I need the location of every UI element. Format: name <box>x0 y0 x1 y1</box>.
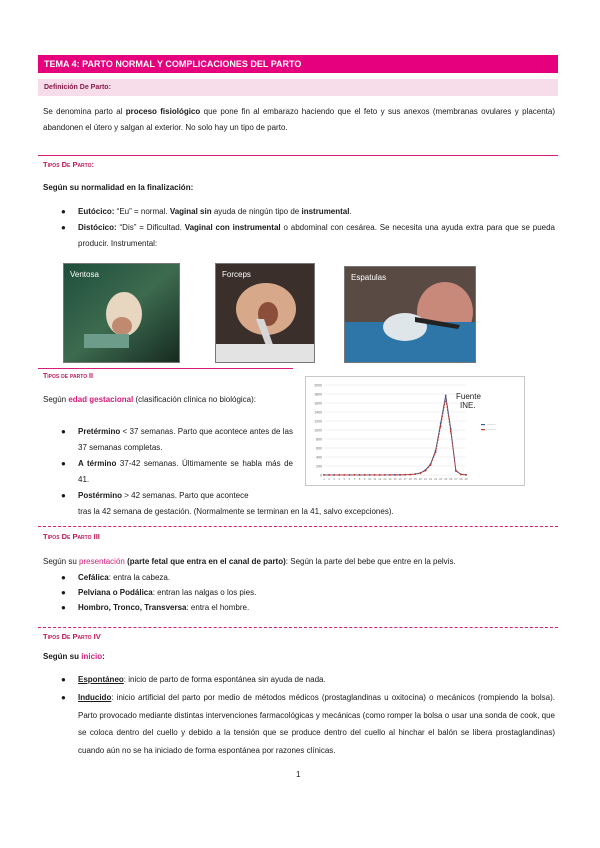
data-point <box>343 474 345 476</box>
y-tick-label: 600 <box>316 446 322 451</box>
x-tick-label: 8 <box>358 477 361 481</box>
term-hombro: Hombro, Tronco, Transversa <box>78 603 187 612</box>
data-point <box>419 472 421 474</box>
y-tick-label: 1200 <box>314 419 322 424</box>
definition-paragraph <box>43 104 555 136</box>
data-point <box>359 474 361 476</box>
definition-text-post: que pone fin al embarazo haciendo que el feto y sus anexos (membranas ovulares y placenta) abandonen el útero y salgan al exterior. No solo hay un tipo de parto. <box>43 107 555 132</box>
keyword-edad-gestacional: edad gestacional <box>68 395 134 404</box>
list-item: ● Pelviana o Podálica: entran las nalgas o los pies. <box>61 588 257 597</box>
x-tick-label: 7 <box>353 477 356 481</box>
data-point <box>409 474 411 476</box>
text: : inicio artificial del parto por medio de métodos médicos (prostaglandinas u oxitocina) o mecánicos (rompiendo la bolsa). Parto provocado mediante distintas intervenciones farmacológicas y mecánicas (como romper la bolsa o usar una sonda de cook, que se coloca dentro del cuello y debido a la tensión que se produce dentro del cuello al hinchar el balón se libera prostaglandinas) cuando aún no se ha iniciado de forma espontánea por razones clínicas. <box>78 693 555 755</box>
x-tick-label: 18 <box>408 477 412 481</box>
term-postermino: Postérmino <box>78 491 123 500</box>
x-tick-label: 5 <box>343 477 346 481</box>
section-divider <box>38 526 558 527</box>
series-line <box>324 399 466 475</box>
x-tick-label: 25 <box>444 477 448 481</box>
y-tick-label: 800 <box>316 437 322 442</box>
x-tick-label: 23 <box>434 477 438 481</box>
text: “Eu” = normal. <box>114 207 170 216</box>
data-point <box>323 474 325 476</box>
section-heading-tipos-parto-iv: Tipos De Parto IV <box>43 632 101 641</box>
legend-swatch <box>481 429 485 430</box>
x-tick-label: 24 <box>439 477 443 481</box>
x-tick-label: 21 <box>423 477 427 481</box>
data-point <box>460 474 462 476</box>
y-tick-label: 1400 <box>314 410 322 415</box>
text: < 37 semanas. Parto que acontece antes de las 37 semanas completas. <box>78 427 293 452</box>
text: : inicio de parto de forma espontánea sin ayuda de nada. <box>123 675 326 684</box>
data-point <box>445 398 447 400</box>
term-espontaneo: Espontáneo <box>78 675 124 684</box>
legend-swatch <box>481 424 485 425</box>
text: > 42 semanas. Parto que acontece <box>122 491 249 500</box>
list-item: ● Hombro, Tronco, Transversa: entra el hombre. <box>61 603 250 612</box>
term-pelviana: Pelviana o Podálica <box>78 588 153 597</box>
list-item: ● Cefálica: entra la cabeza. <box>61 573 171 582</box>
x-tick-label: 12 <box>378 477 382 481</box>
text-bold: Vaginal con instrumental <box>184 223 281 232</box>
data-point <box>364 474 366 476</box>
list-item: ● Eutócico: “Eu” = normal. Vaginal sin ayuda de ningún tipo de instrumental. <box>61 207 352 216</box>
legend-label: ---------- <box>487 423 496 427</box>
x-tick-label: 10 <box>368 477 372 481</box>
x-tick-label: 28 <box>459 477 463 481</box>
x-tick-label: 9 <box>363 477 366 481</box>
photo-espatulas <box>344 266 476 363</box>
postermino-continuation: tras la 42 semana de gestación. (Normalmente se terminan en la 41, salvo excepciones). <box>78 507 394 516</box>
x-tick-label: 17 <box>403 477 407 481</box>
edad-gestacional-intro <box>43 392 293 408</box>
photo-forceps <box>215 263 315 363</box>
photo-label: Espatulas <box>351 273 387 282</box>
definition-text-pre: Se denomina parto al <box>43 107 126 116</box>
x-tick-label: 22 <box>428 477 433 481</box>
text: o abdominal con cesárea. Se necesita una ayuda extra para que se pueda producir. Instrumental: <box>78 223 556 248</box>
keyword-inicio: inicio <box>81 652 103 661</box>
text-bold: instrumental <box>301 207 350 216</box>
presentacion-intro <box>43 554 558 570</box>
section-heading-tipos-parto-iii: Tipos De Parto III <box>43 532 100 541</box>
data-point <box>333 474 335 476</box>
term-cefalica: Cefálica <box>78 573 109 582</box>
x-tick-label: 4 <box>338 477 340 481</box>
y-tick-label: 200 <box>316 464 322 469</box>
data-point <box>384 474 386 476</box>
section-divider <box>38 627 558 628</box>
term-a-termino: A término <box>78 459 117 468</box>
data-point <box>404 474 406 476</box>
data-point <box>338 474 340 476</box>
x-tick-label: 14 <box>388 477 392 481</box>
x-tick-label: 1 <box>323 477 325 481</box>
definition-text-bold: proceso fisiológico <box>125 107 201 116</box>
data-point <box>379 474 381 476</box>
births-chart <box>305 376 525 486</box>
data-point <box>399 474 401 476</box>
text: (clasificación clínica no biológica): <box>133 395 257 404</box>
x-tick-label: 15 <box>393 477 397 481</box>
data-point <box>354 474 356 476</box>
text: : entran las nalgas o los pies. <box>152 588 257 597</box>
text: Según su <box>43 652 82 661</box>
data-point <box>440 426 442 428</box>
term-inducido: Inducido <box>78 693 112 702</box>
data-point <box>348 474 350 476</box>
photo-label: Forceps <box>222 270 251 279</box>
data-point <box>369 474 371 476</box>
text: : Según la parte del bebe que entre en la pelvis. <box>285 557 456 566</box>
list-item: ● Pretérmino < 37 semanas. Parto que acontece antes de las 37 semanas completas. <box>61 427 293 452</box>
text: . <box>349 207 352 216</box>
data-point <box>450 431 452 433</box>
inicio-intro <box>43 649 105 665</box>
term-pretermino: Pretérmino <box>78 427 121 436</box>
list-item: ● A término 37-42 semanas. Últimamente se habla más de 41. <box>61 459 293 484</box>
data-point <box>389 474 391 476</box>
text-bold: (parte fetal que entra en el canal de parto) <box>124 557 286 566</box>
text: : <box>102 652 105 661</box>
list-item: ● Inducido: inicio artificial del parto por medio de métodos médicos (prostaglandinas u oxitocina) o mecánicos (rompiendo la bolsa). Parto provocado mediante distintas intervenciones farmacológicas y mecánicas (como romper la bolsa o usar una sonda de cook, que se coloca dentro del cuello y debido a la tensión que se produce dentro del cuello al hinchar el balón se libera prostaglandinas) cuando aún no se ha iniciado de forma espontánea por razones clínicas. <box>61 693 555 755</box>
y-tick-label: 400 <box>316 455 322 460</box>
x-tick-label: 19 <box>413 477 417 481</box>
data-point <box>435 452 437 454</box>
births-chart-svg <box>306 377 524 485</box>
data-point <box>394 474 396 476</box>
data-point <box>374 474 376 476</box>
photo-ventosa <box>63 263 180 363</box>
x-tick-label: 2 <box>328 477 330 481</box>
x-tick-label: 27 <box>454 477 458 481</box>
text: Según <box>43 395 69 404</box>
text: “Dis” = Dificultad. <box>116 223 185 232</box>
keyword-presentacion: presentación <box>79 557 125 566</box>
x-tick-label: 20 <box>418 477 422 481</box>
chart-annotation: Fuente INE. <box>456 392 481 410</box>
y-tick-label: 0 <box>320 473 322 478</box>
photo-label: Ventosa <box>70 270 99 279</box>
data-point <box>455 470 457 472</box>
text: : entra el hombre. <box>186 603 250 612</box>
x-tick-label: 16 <box>398 477 402 481</box>
list-item: ● Postérmino > 42 semanas. Parto que acontece <box>61 491 249 500</box>
text: 37-42 semanas. Últimamente se habla más de 41. <box>78 459 293 484</box>
data-point <box>430 464 432 466</box>
section-divider <box>38 368 293 369</box>
text: Según su <box>43 557 80 566</box>
document-title: TEMA 4: PARTO NORMAL Y COMPLICACIONES DEL PARTO <box>38 55 558 73</box>
section-heading-tipos-parto-ii: Tipos de parto II <box>43 373 93 380</box>
legend-label: ---------- <box>487 428 496 432</box>
term-eutocico: Eutócico: <box>78 207 115 216</box>
text: ayuda de ningún tipo de <box>211 207 302 216</box>
y-tick-label: 1000 <box>314 428 322 433</box>
page-number: 1 <box>296 770 301 779</box>
data-point <box>328 474 330 476</box>
x-tick-label: 29 <box>464 477 468 481</box>
list-item: ● Espontáneo: inicio de parto de forma espontánea sin ayuda de nada. <box>61 675 326 684</box>
section-divider <box>38 155 558 156</box>
list-item: ● Distócico: “Dis” = Dificultad. Vaginal con instrumental o abdominal con cesárea. Se necesita una ayuda extra para que se pueda producir. Instrumental: <box>61 223 556 248</box>
term-distocico: Distócico: <box>78 223 117 232</box>
y-tick-label: 1800 <box>314 392 322 397</box>
text: : entra la cabeza. <box>108 573 171 582</box>
definition-heading: Definición De Parto: <box>38 79 558 96</box>
x-tick-label: 11 <box>373 477 377 481</box>
text-bold: Vaginal sin <box>169 207 212 216</box>
x-tick-label: 6 <box>348 477 351 481</box>
x-tick-label: 13 <box>383 477 387 481</box>
series-line <box>324 395 466 475</box>
data-point <box>414 473 416 475</box>
y-tick-label: 2000 <box>314 383 322 388</box>
x-tick-label: 26 <box>449 477 453 481</box>
data-point <box>445 394 447 396</box>
section-heading-tipos-parto: Tipos De Parto: <box>43 160 95 169</box>
data-point <box>465 474 467 476</box>
data-point <box>425 470 427 472</box>
normalidad-lead: Según su normalidad en la finalización: <box>43 183 194 192</box>
x-tick-label: 3 <box>333 477 335 481</box>
y-tick-label: 1600 <box>314 401 322 406</box>
